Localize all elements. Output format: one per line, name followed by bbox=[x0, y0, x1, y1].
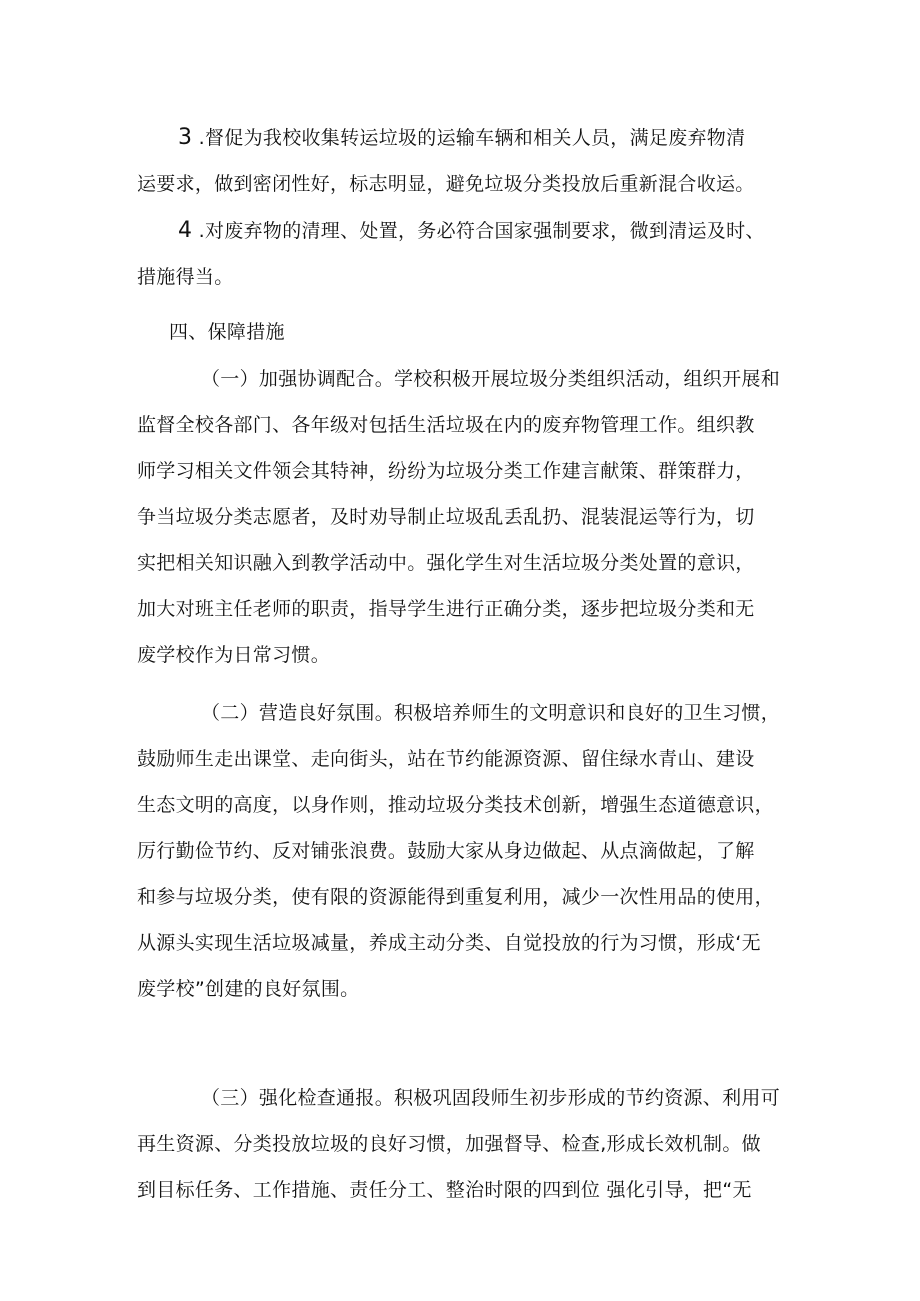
numbered-item-4 bbox=[0, 208, 920, 300]
paragraph-line: 鼓励师生走出课堂、走向街头，站在节约能源资源、留住绿水青山、建设 bbox=[137, 748, 755, 770]
paragraph-line: 废学校作为日常习惯。 bbox=[137, 644, 331, 666]
paragraph-line: 从源头实现生活垃圾减量，养成主动分类、自觉投放的行为习惯，形成‘无 bbox=[137, 932, 761, 954]
paragraph-line: 再生资源、分类投放垃圾的良好习惯，加强督导、检查,形成长效机制。做 bbox=[137, 1133, 761, 1155]
paragraph-line: 实把相关知识融入到教学活动中。强化学生对生活垃圾分类处置的意识， bbox=[137, 552, 755, 574]
paragraph-line: 和参与垃圾分类，使有限的资源能得到重复利用，减少一次性用品的使用， bbox=[137, 886, 774, 908]
paragraph-line: 废学校”创建的良好氛围。 bbox=[137, 978, 360, 1000]
paragraph-line: 厉行勤俭节约、反对铺张浪费。鼓励大家从身边做起、从点滴做起，了解 bbox=[137, 840, 755, 862]
paragraph-line: 师学习相关文件领会其特神，纷纷为垃圾分类工作建言献策、群策群力， bbox=[137, 460, 755, 482]
subsection-inspection bbox=[0, 1075, 920, 1213]
line-text: .督促为我校收集转运垃圾的运输车辆和相关人员，满足废弃物清 bbox=[198, 127, 746, 149]
paragraph-line: （一）加强协调配合。学校积极开展垃圾分类组织活动，组织开展和 bbox=[201, 368, 781, 390]
item-number: 3 bbox=[178, 125, 193, 150]
section-heading bbox=[0, 309, 920, 355]
subsection-coordination bbox=[0, 356, 920, 678]
line-text: .对废弃物的清理、处置，务必符合国家强制要求，微到清运及时、 bbox=[198, 220, 765, 242]
paragraph-line bbox=[0, 115, 920, 161]
paragraph-line: 到目标任务、工作措施、责任分工、整治时限的四到位 强化引导，把“无 bbox=[137, 1179, 752, 1201]
paragraph-line: 生态文明的高度，以身作则，推动垃圾分类技术创新，增强生态道德意识， bbox=[137, 794, 774, 816]
numbered-item-3 bbox=[0, 115, 920, 207]
paragraph-line: 运要求，做到密闭性好，标志明显，避免垃圾分类投放后重新混合收运。 bbox=[137, 173, 755, 195]
heading-text: 四、保障措施 bbox=[169, 321, 285, 343]
paragraph-line: （二）营造良好氛围。积极培养师生的文明意识和良好的卫生习惯， bbox=[201, 702, 781, 724]
paragraph-line: （三）强化检查通报。积极巩固段师生初步形成的节约资源、利用可 bbox=[201, 1087, 781, 1109]
paragraph-line: 争当垃圾分类志愿者，及时劝导制止垃圾乱丢乱扔、混装混运等行为，切 bbox=[137, 506, 755, 528]
paragraph-line: 监督全校各部门、各年级对包括生活垃圾在内的废弃物管理工作。组织教 bbox=[137, 414, 755, 436]
item-number: 4 bbox=[178, 218, 193, 243]
paragraph-line: 加大对班主任老师的职责，指导学生进行正确分类，逐步把垃圾分类和无 bbox=[137, 598, 755, 620]
paragraph-line: 措施得当。 bbox=[137, 266, 234, 288]
paragraph-line bbox=[0, 208, 920, 254]
subsection-atmosphere bbox=[0, 690, 920, 1012]
